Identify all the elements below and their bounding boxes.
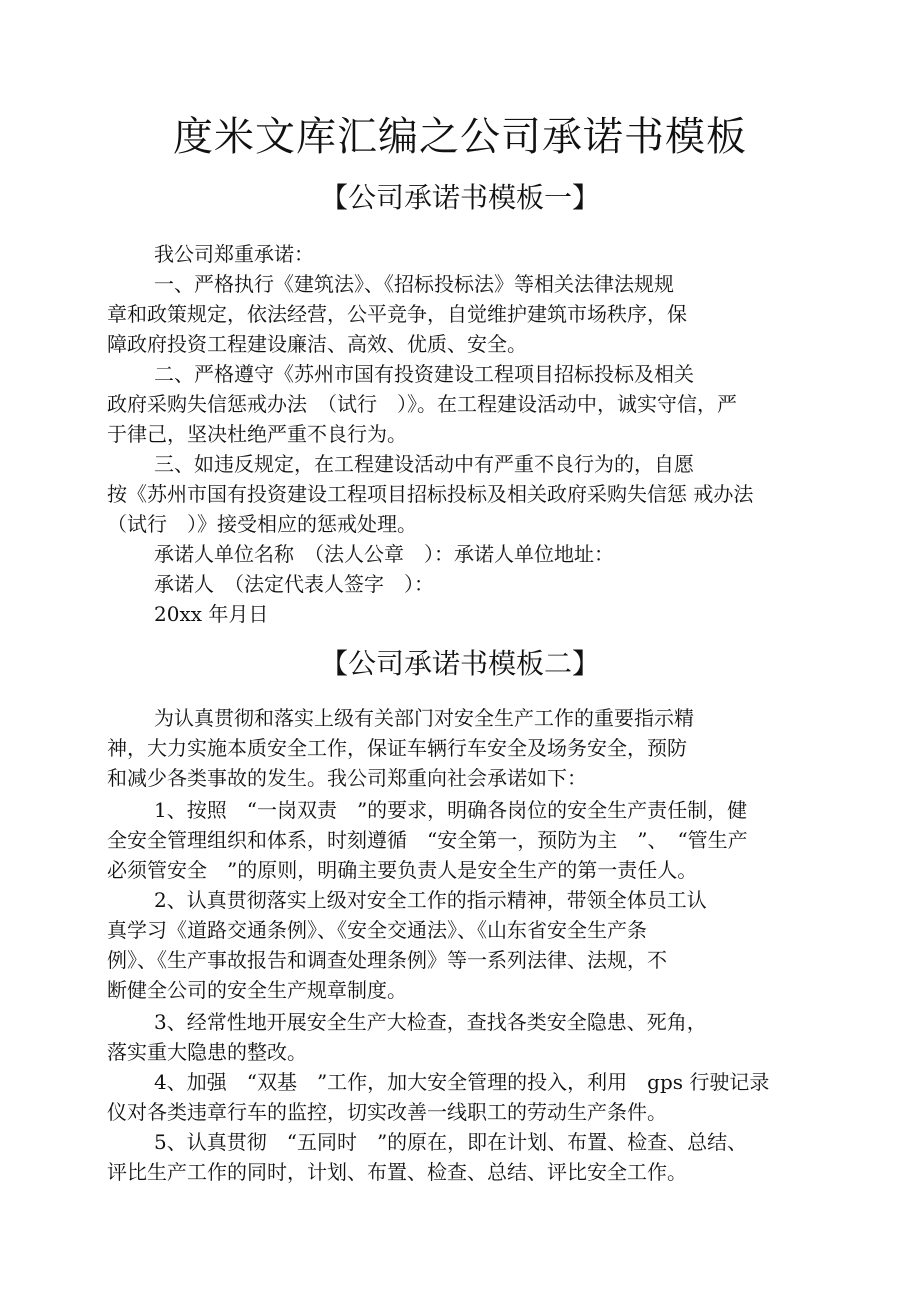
paragraph-line: 仪对各类违章行车的监控，切实改善一线职工的劳动生产条件。	[107, 1100, 667, 1124]
paragraph-line: 2、认真贯彻落实上级对安全工作的指示精神，带领全体员工认	[154, 888, 707, 912]
paragraph-line: 按《苏州市国有投资建设工程项目招标投标及相关政府采购失信惩 戒办法	[107, 482, 754, 506]
paragraph-line: 落实重大隐患的整改。	[107, 1040, 307, 1064]
paragraph-line: 三、如违反规定，在工程建设活动中有严重不良行为的，自愿	[154, 452, 694, 476]
date-line: 20xx 年月日	[154, 602, 269, 626]
paragraph-line: 1、按照 “一岗双责 ”的要求，明确各岗位的安全生产责任制，健	[154, 798, 748, 822]
paragraph-line: 评比生产工作的同时，计划、布置、检查、总结、评比安全工作。	[107, 1160, 687, 1184]
section-heading-1: 【公司承诺书模板一】	[319, 181, 600, 214]
paragraph-line: 于律己，坚决杜绝严重不良行为。	[107, 422, 407, 446]
paragraph-line: 真学习《道路交通条例》、《安全交通法》、《山东省安全生产条	[107, 918, 647, 942]
paragraph-line: 例》、《生产事故报告和调查处理条例》等一系列法律、法规，不	[107, 948, 667, 972]
paragraph-line: 3、经常性地开展安全生产大检查，查找各类安全隐患、死角，	[154, 1010, 707, 1034]
paragraph-line: 政府采购失信惩戒办法 （试行 ）》。在工程建设活动中，诚实守信，严	[107, 392, 737, 416]
document-title: 度米文库汇编之公司承诺书模板	[173, 114, 747, 160]
paragraph-line: 障政府投资工程建设廉洁、高效、优质、安全。	[107, 332, 527, 356]
paragraph-line: 和减少各类事故的发生。我公司郑重向社会承诺如下：	[107, 766, 587, 790]
signature-line: 承诺人 （法定代表人签字 ）：	[154, 572, 434, 596]
paragraph-line: 神，大力实施本质安全工作，保证车辆行车安全及场务安全，预防	[107, 736, 687, 760]
signature-line: 承诺人单位名称 （法人公章 ）：承诺人单位地址：	[154, 542, 614, 566]
section-heading-2: 【公司承诺书模板二】	[319, 647, 600, 680]
paragraph-line: 一、严格执行《建筑法》、《招标投标法》等相关法律法规规	[154, 272, 674, 296]
paragraph-line: 断健全公司的安全生产规章制度。	[107, 978, 407, 1002]
paragraph-line: 全安全管理组织和体系，时刻遵循 “安全第一，预防为主 ”、 “管生产	[107, 828, 748, 852]
paragraph-line: 章和政策规定，依法经营，公平竞争，自觉维护建筑市场秩序，保	[107, 302, 687, 326]
paragraph-line: 5、认真贯彻 “五同时 ”的原在，即在计划、布置、检查、总结、	[154, 1130, 748, 1154]
paragraph-line: 为认真贯彻和落实上级有关部门对安全生产工作的重要指示精	[154, 706, 694, 730]
paragraph-line: 我公司郑重承诺：	[154, 242, 314, 266]
paragraph-line: （试行 ）》接受相应的惩戒处理。	[107, 512, 417, 536]
paragraph-line: 二、严格遵守《苏州市国有投资建设工程项目招标投标及相关	[154, 362, 694, 386]
paragraph-line: 4、加强 “双基 ”工作，加大安全管理的投入，利用 gps 行驶记录	[154, 1070, 770, 1094]
paragraph-line: 必须管安全 ”的原则，明确主要负责人是安全生产的第一责任人。	[107, 858, 698, 882]
